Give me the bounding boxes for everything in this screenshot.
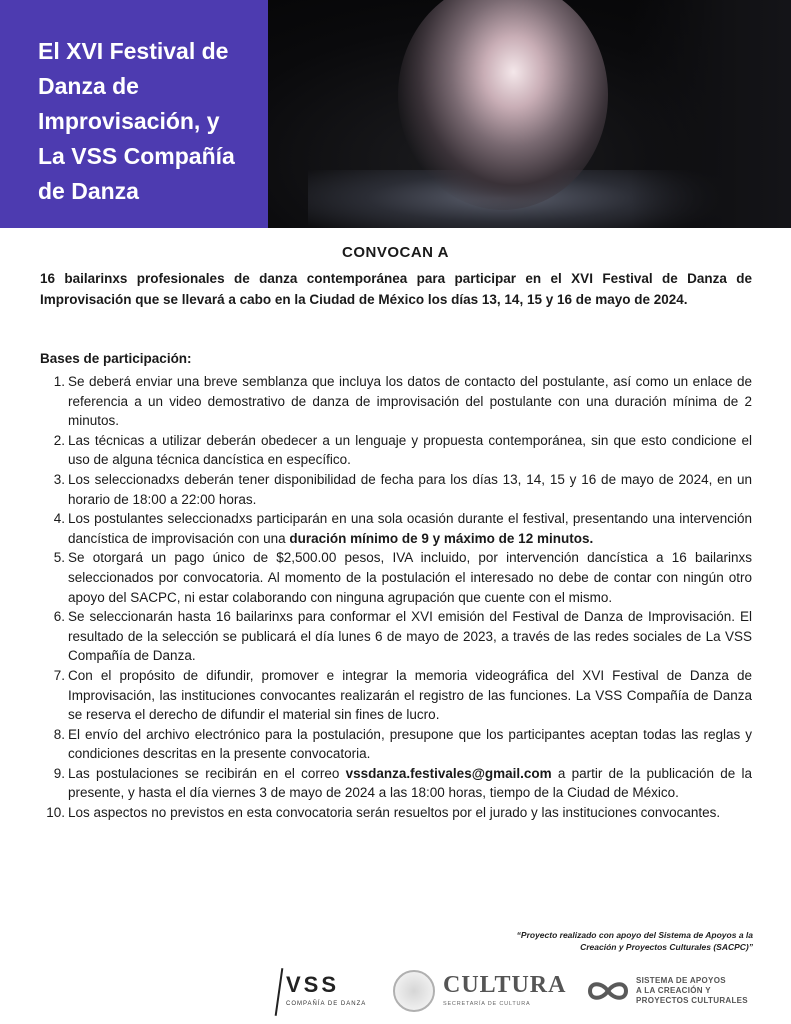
vss-logo-name: VSS [286,972,340,997]
bases-list [40,372,752,823]
credit-note [433,929,753,953]
item-number: 6. [53,609,65,625]
header-banner [0,0,791,228]
item-number: 5. [53,550,65,566]
convocan-heading: CONVOCAN A [342,244,449,261]
item-number: 7. [53,667,65,683]
email-link[interactable]: vssdanza.festivales@gmail.com [345,765,552,781]
logos-footer [0,960,791,1020]
item-number: 8. [53,726,65,742]
list-item [40,431,752,470]
item-text: El envío del archivo electrónico para la postulación, presupone que los participantes aceptan todas las reglas y condiciones descritas en la presente convocatoria. [68,726,752,762]
item-number: 3. [53,471,65,487]
vss-logo-sub: COMPAÑÍA DE DANZA [286,1001,367,1007]
list-item [40,725,752,764]
title-line: Danza de [38,73,139,99]
credit-line: Creación y Proyectos Culturales (SACPC)” [580,942,753,952]
item-text: Los postulantes seleccionadxs participarán en una sola ocasión durante el festival, presentando una intervención dancística de improvisación con una [68,511,752,546]
item-number: 9. [53,765,65,781]
item-text: Las técnicas a utilizar deberán obedecer a un lenguaje y propuesta contemporánea, sin que esto condicione el uso de alguna técnica dancística en específico. [68,432,752,468]
bases-title: Bases de participación: [40,351,192,366]
dancer-photo [268,0,791,228]
item-bold-text: duración mínimo de 9 y máximo de 12 minutos. [289,530,594,546]
list-item [40,764,752,803]
title-line: de Danza [38,178,139,204]
title-box [0,0,268,228]
seal-icon [393,970,435,1012]
item-number: 2. [53,432,65,448]
title-line: La VSS Compañía [38,143,235,169]
item-text: Se otorgará un pago único de $2,500.00 pesos, IVA incluido, por intervención dancística a 16 bailarinxs seleccionados por convocatoria. Al momento de la postulación el interesado no debe de contar con ningún otro apoyo del SACPC, ni estar colaborando con ninguna agrupación que cuente con el mismo. [68,550,752,605]
sacpc-line: SISTEMA DE APOYOS [636,976,726,985]
title-line: Improvisación, y [38,108,220,134]
item-number: 10. [46,805,65,821]
cultura-logo-sub: SECRETARÍA DE CULTURA [443,1001,531,1007]
sacpc-logo-text [636,976,748,1006]
list-item [40,607,752,666]
cultura-logo-name: CULTURA [443,972,567,998]
item-text: Con el propósito de difundir, promover e integrar la memoria videográfica del XVI Festival de Danza de Improvisación, las instituciones convocantes realizarán el registro de las funciones. La VSS Compañía de Danza se reserva el derecho de difundir el material sin fines de lucro. [68,667,752,723]
sacpc-line: PROYECTOS CULTURALES [636,996,748,1005]
item-text: Se seleccionarán hasta 16 bailarinxs para conformar el XVI emisión del Festival de Danza de Improvisación. El resultado de la selección se publicará el día lunes 6 de mayo de 2023, a través de las redes sociales de La VSS Compañía de Danza. [68,609,752,664]
list-item [40,470,752,509]
item-text-after: a partir de la publicación de la presente, y hasta el día viernes 3 de mayo de 2024 a las 18:00 horas, tiempo de la Ciudad de México. [68,765,752,801]
intro-paragraph: 16 bailarinxs profesionales de danza contemporánea para participar en el XVI Festival de Danza de Improvisación que se llevará a cabo en la Ciudad de México los días 13, 14, 15 y 16 de mayo de 2024. [40,271,752,307]
list-item [40,548,752,607]
vss-logo-slash [275,968,284,1016]
list-item [40,372,752,431]
list-item [40,803,752,823]
title-line: El XVI Festival de [38,38,229,64]
list-item [40,509,752,548]
item-text: Las postulaciones se recibirán en el correo [68,765,346,781]
item-text: Los seleccionadxs deberán tener disponibilidad de fecha para los días 13, 14, 15 y 16 de mayo de 2024, en un horario de 18:00 a 22:00 horas. [68,471,752,507]
list-item [40,666,752,725]
credit-line: “Proyecto realizado con apoyo del Sistema de Apoyos a la [516,930,753,940]
item-text: Se deberá enviar una breve semblanza que incluya los datos de contacto del postulante, así como un enlace de referencia a un video demostrativo de danza de improvisación del postulante con una duración mínima de 2 minutos. [68,374,752,429]
item-number: 4. [53,511,65,527]
vss-logo [272,968,367,1014]
item-number: 1. [53,374,65,389]
item-text: Los aspectos no previstos en esta convocatoria serán resueltos por el jurado y las instituciones convocantes. [68,805,721,821]
infinity-icon [586,978,630,1004]
photo-shadow [631,0,791,228]
sacpc-logo [586,974,766,1014]
cultura-logo [393,968,573,1016]
sacpc-line: A LA CREACIÓN Y [636,986,711,995]
